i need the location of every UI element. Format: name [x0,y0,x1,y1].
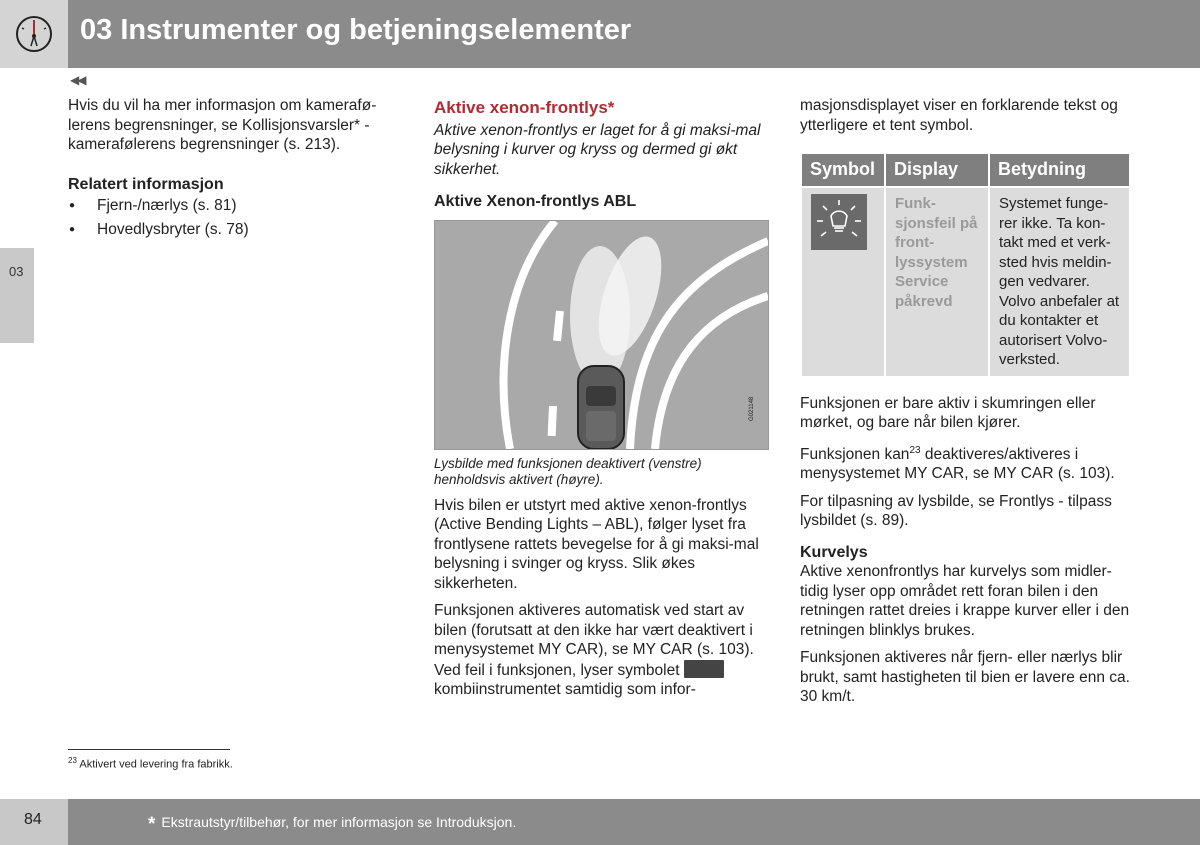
symbol-table [800,152,1131,378]
table-header: Betydning [989,153,1130,187]
meaning-cell: Systemet funge-rer ikke. Ta kon-takt med et verk-sted hvis meldin-gen vedvarer. Volvo anbefaler at du kontakter et autorisert Volvo-verksted. [989,187,1130,377]
figure-code: G021148 [749,396,755,421]
related-link[interactable]: ● Fjern-/nærlys (s. 81) [68,196,398,216]
footer-note-text: Ekstrautstyr/tilbehør, for mer informasjon se Introduksjon. [161,814,517,830]
kurvelys-heading: Kurvelys [800,543,868,561]
page-footer [0,799,1200,845]
headlight-fault-icon [811,194,867,250]
page-number: 84 [24,811,42,828]
section-title: Aktive xenon-frontlys* [434,98,615,117]
symbol-cell [801,187,885,377]
headlight-illustration [434,220,769,450]
related-link[interactable]: ● Hovedlysbryter (s. 78) [68,220,398,240]
footnote-divider [68,749,230,750]
paragraph: For tilpasning av lysbilde, se Frontlys - tilpass lysbildet (s. 89). [800,492,1112,530]
intro-paragraph: Hvis du vil ha mer informasjon om kamerafø-lerens begrensninger, se Kollisjonsvarsler* - kamerafølerens begrensninger (s. 213). [68,97,377,153]
figure-caption: Lysbilde med funksjonen deaktivert (venstre) henholdsvis aktivert (høyre). [434,455,702,487]
table-header: Display [885,153,989,187]
paragraph: Hvis bilen er utstyrt med aktive xenon-frontlys (Active Bending Lights – ABL), følger lyset fra frontlysene rattets bevegelse for å gi maksi-mal belysning i svinger og kryss. Slik økes sikkerheten. [434,496,759,592]
paragraph [434,601,769,700]
paragraph-text: Funksjonen aktiveres automatisk ved start av bilen (forutsatt at den ikke har vært deaktivert i menysystemet MY CAR), se MY CAR (s. 103). Ved feil i funksjonen, lyser symbolet [434,602,754,679]
footer-note [148,814,516,836]
chapter-tab-label: 03 [9,264,24,279]
paragraph: Aktive xenonfrontlys har kurvelys som midler-tidig lyser opp området rett foran bilen i den retningen rattet dreies i krappe kurver eller i den retningen blinklys brukes. [800,563,1130,639]
figure-heading: Aktive Xenon-frontlys ABL [434,193,637,210]
paragraph: Funksjonen er bare aktiv i skumringen eller mørket, og bare når bilen kjører. [800,394,1096,431]
paragraph-text: kombiinstrumentet samtidig som infor- [434,681,696,698]
paragraph [800,441,1133,484]
warning-symbol-icon [684,660,724,678]
related-heading: Relatert informasjon [68,175,224,193]
footer-page-box [0,799,68,845]
chapter-header [0,0,1200,68]
paragraph: Funksjonen aktiveres når fjern- eller nærlys blir brukt, samt hastigheten til bien er lavere enn ca. 30 km/t. [800,649,1130,706]
column-left [68,96,398,243]
column-right [800,96,1133,707]
asterisk-icon: * [148,814,156,835]
table-header: Symbol [801,153,885,187]
paragraph-text: Funksjonen kan [800,445,910,463]
display-cell: Funk-sjonsfeil på front-lyssystem Service påkrevd [885,187,989,377]
footnote-ref[interactable]: 23 [909,444,921,456]
footnote-number: 23 [68,756,77,765]
section-subtitle: Aktive xenon-frontlys er laget for å gi maksi-mal belysning i kurver og kryss og dermed gi økt sikkerhet. [434,121,761,178]
footnote-text: Aktivert ved levering fra fabrikk. [79,758,233,771]
gauge-icon [0,0,68,68]
related-list [68,196,398,239]
column-middle [434,96,769,700]
paragraph: masjonsdisplayet viser en forklarende tekst og ytterligere et tent symbol. [800,97,1118,134]
chapter-title: 03 Instrumenter og betjeningselementer [80,14,632,46]
chapter-tab[interactable] [0,248,34,343]
previous-page-icon[interactable]: ◀◀ [70,73,85,87]
footnote [68,756,233,771]
paragraph-text: deaktiveres/aktiveres i menysystemet MY CAR, se MY CAR (s. 103). [800,445,1115,483]
footer-bar [68,799,1200,845]
table-row [801,187,1130,377]
